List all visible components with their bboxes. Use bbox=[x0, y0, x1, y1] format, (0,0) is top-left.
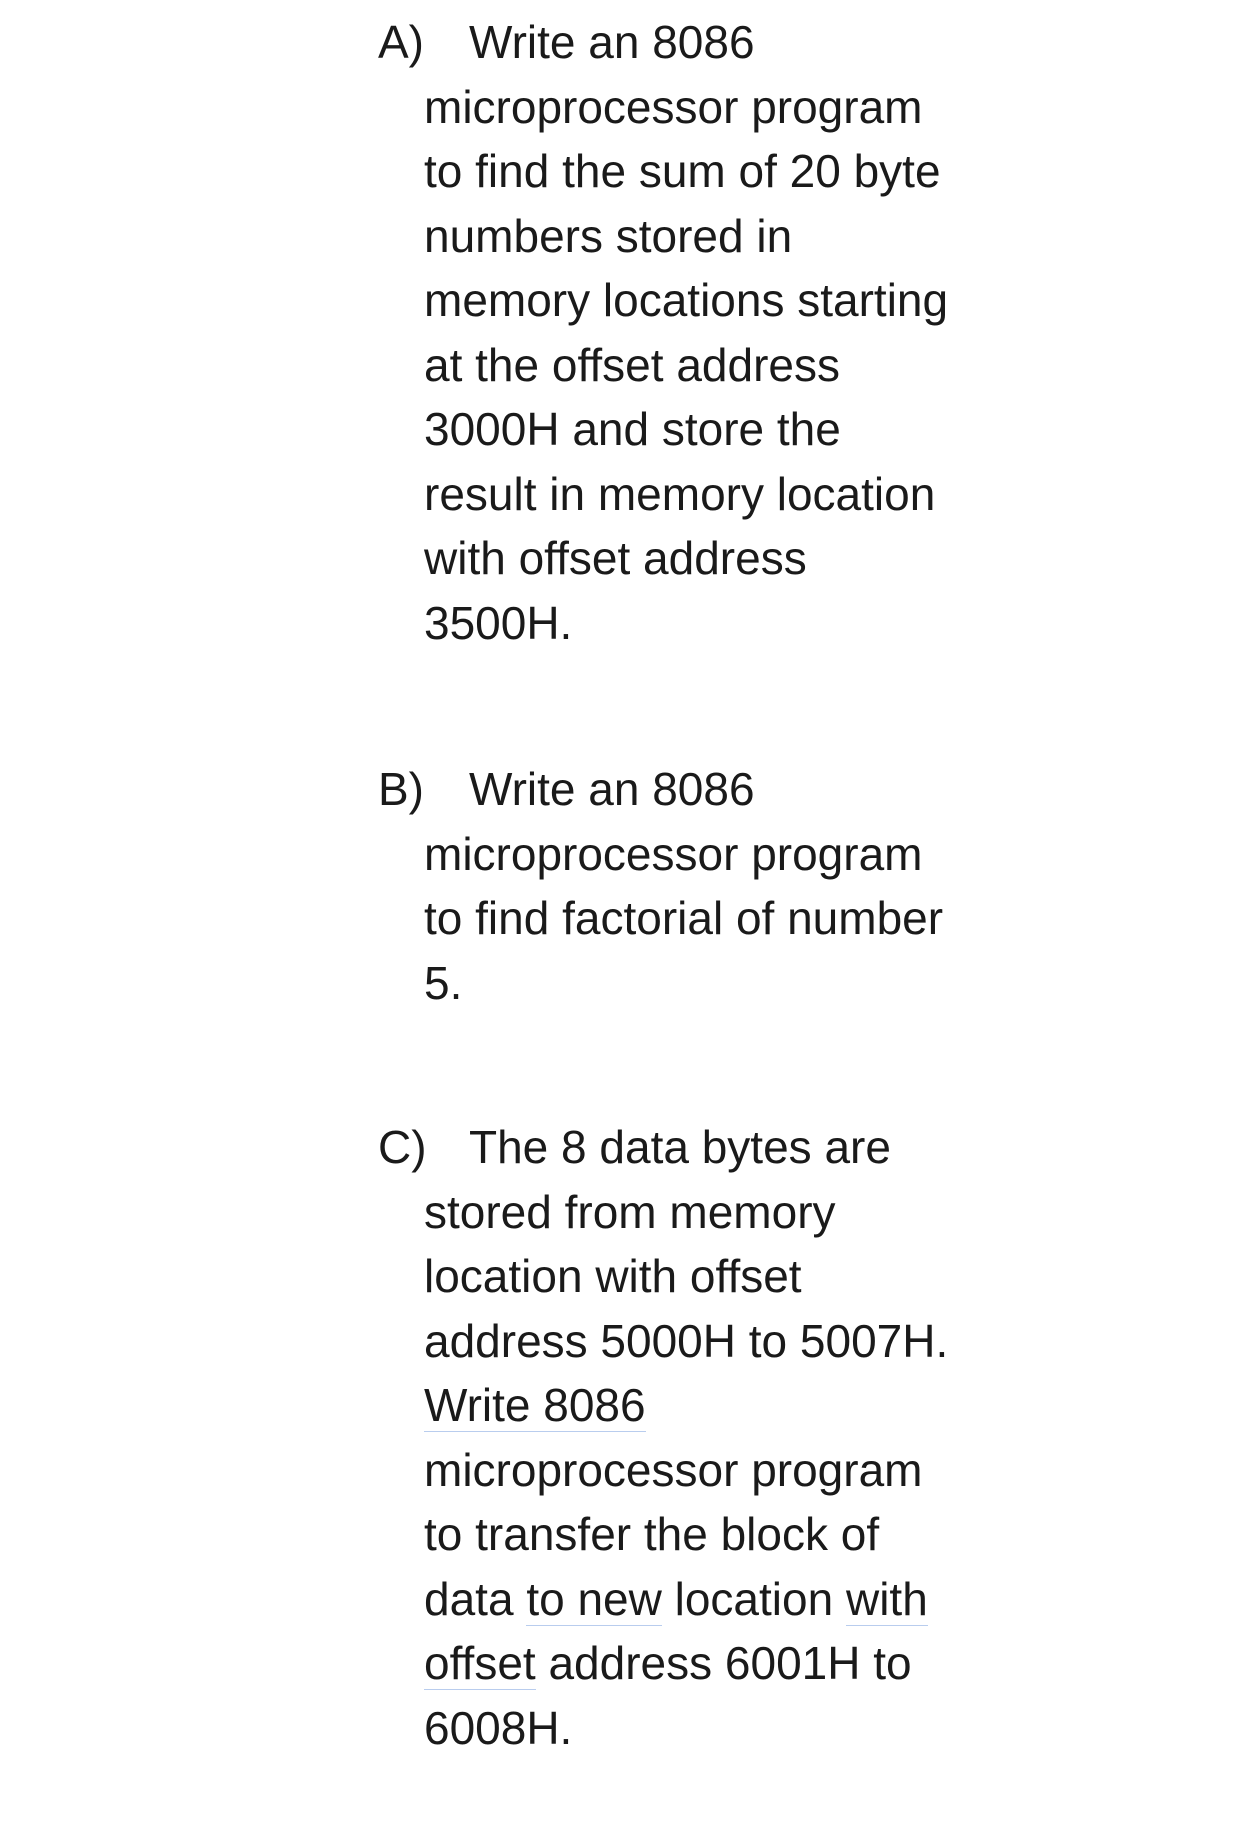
question-a bbox=[378, 10, 1018, 655]
question-c-line-9-part-a: offset bbox=[424, 1637, 536, 1689]
question-c-line-5 bbox=[378, 1373, 1018, 1438]
question-c-line-3: location with offset bbox=[424, 1250, 802, 1302]
question-c-line-9 bbox=[378, 1631, 1018, 1696]
question-a-line-10: 3500H. bbox=[424, 596, 573, 649]
question-c-label: C) bbox=[378, 1121, 427, 1173]
question-a-line-1: Write an 8086 bbox=[469, 16, 755, 68]
question-a-line-9: with offset address bbox=[424, 532, 807, 584]
question-b-line-4: 5. bbox=[424, 956, 463, 1009]
question-c-line-8-part-d: with bbox=[845, 1572, 928, 1625]
question-c-line-8 bbox=[378, 1567, 1018, 1632]
question-c-line-2: stored from memory bbox=[424, 1185, 836, 1238]
question-b-line-2: microprocessor program bbox=[424, 827, 923, 880]
question-c-first-line bbox=[378, 1115, 1018, 1180]
question-c-line-6: microprocessor program bbox=[424, 1443, 923, 1496]
question-a-line-4: numbers stored in bbox=[424, 209, 793, 262]
question-a-label: A) bbox=[378, 16, 424, 68]
question-b bbox=[378, 757, 1018, 1015]
question-b-first-line bbox=[378, 757, 1018, 822]
question-c bbox=[378, 1115, 1018, 1760]
question-a-line-6: at the offset address bbox=[424, 338, 840, 391]
question-b-line-1: Write an 8086 bbox=[469, 763, 755, 815]
question-a-first-line bbox=[378, 10, 1018, 75]
question-a-line-8: result in memory location bbox=[424, 467, 936, 520]
question-c-line-7: to transfer the block of bbox=[424, 1508, 880, 1560]
question-b-label: B) bbox=[378, 763, 424, 815]
question-a-line-2: microprocessor program bbox=[424, 80, 923, 133]
question-a-line-3: to find the sum of 20 byte bbox=[424, 145, 941, 197]
question-c-line-8-part-a: data bbox=[424, 1572, 527, 1625]
question-c-line-5-underlined: Write 8086 bbox=[424, 1379, 646, 1431]
question-c-line-9-part-b: address 6001H to bbox=[535, 1637, 912, 1689]
question-b-line-3: to find factorial of number bbox=[424, 892, 944, 944]
question-c-line-1: The 8 data bytes are bbox=[469, 1121, 891, 1173]
question-c-line-8-part-b: to new bbox=[526, 1572, 662, 1625]
question-c-line-4: address 5000H to 5007H. bbox=[424, 1314, 949, 1367]
question-a-line-5: memory locations starting bbox=[424, 274, 949, 326]
question-c-line-8-part-c: location bbox=[661, 1572, 846, 1625]
question-c-line-10: 6008H. bbox=[424, 1701, 573, 1754]
question-a-line-7: 3000H and store the bbox=[424, 403, 841, 455]
